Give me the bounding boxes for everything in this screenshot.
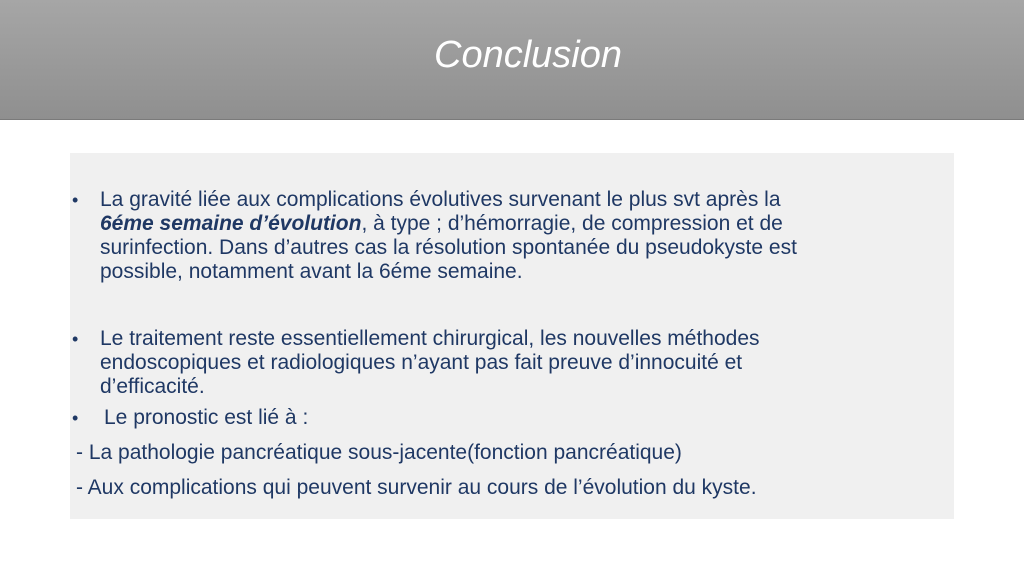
bullet-2-line-2: endoscopiques et radiologiques n’ayant pas fait preuve d’innocuité et	[100, 351, 743, 374]
sub-item-1: - La pathologie pancréatique sous-jacente(fonction pancréatique)	[76, 441, 682, 464]
bullet-1-emphasis: 6éme semaine d’évolution	[100, 212, 362, 235]
bullet-1-line-1: La gravité liée aux complications évolutives survenant le plus svt après la	[100, 188, 781, 211]
bullet-item-1	[72, 188, 952, 288]
sub-item-2: - Aux complications qui peuvent survenir au cours de l’évolution du kyste.	[76, 476, 757, 499]
bullet-text-1	[100, 188, 797, 284]
bullet-dot: •	[72, 329, 79, 349]
bullet-text-3	[104, 406, 308, 430]
bullet-2-line-3: d’efficacité.	[100, 375, 205, 398]
bullet-item-2	[72, 327, 952, 403]
slide-title: Conclusion	[434, 34, 622, 76]
bullet-dot: •	[72, 190, 79, 210]
bullet-1-line-3: surinfection. Dans d’autres cas la résolution spontanée du pseudokyste est	[100, 236, 797, 259]
bullet-2-line-1: Le traitement reste essentiellement chirurgical, les nouvelles méthodes	[100, 327, 760, 350]
bullet-1-after-emphasis: , à type ; d’hémorragie, de compression et de	[361, 212, 783, 235]
bullet-text-2	[100, 327, 760, 399]
bullet-1-line-4: possible, notamment avant la 6éme semaine.	[100, 260, 523, 283]
title-bar	[0, 0, 1024, 120]
bullet-1-line-2	[100, 212, 797, 236]
bullet-item-3	[72, 406, 952, 432]
bullet-dot: •	[72, 408, 79, 428]
bullet-3-line-1: Le pronostic est lié à :	[104, 406, 309, 429]
